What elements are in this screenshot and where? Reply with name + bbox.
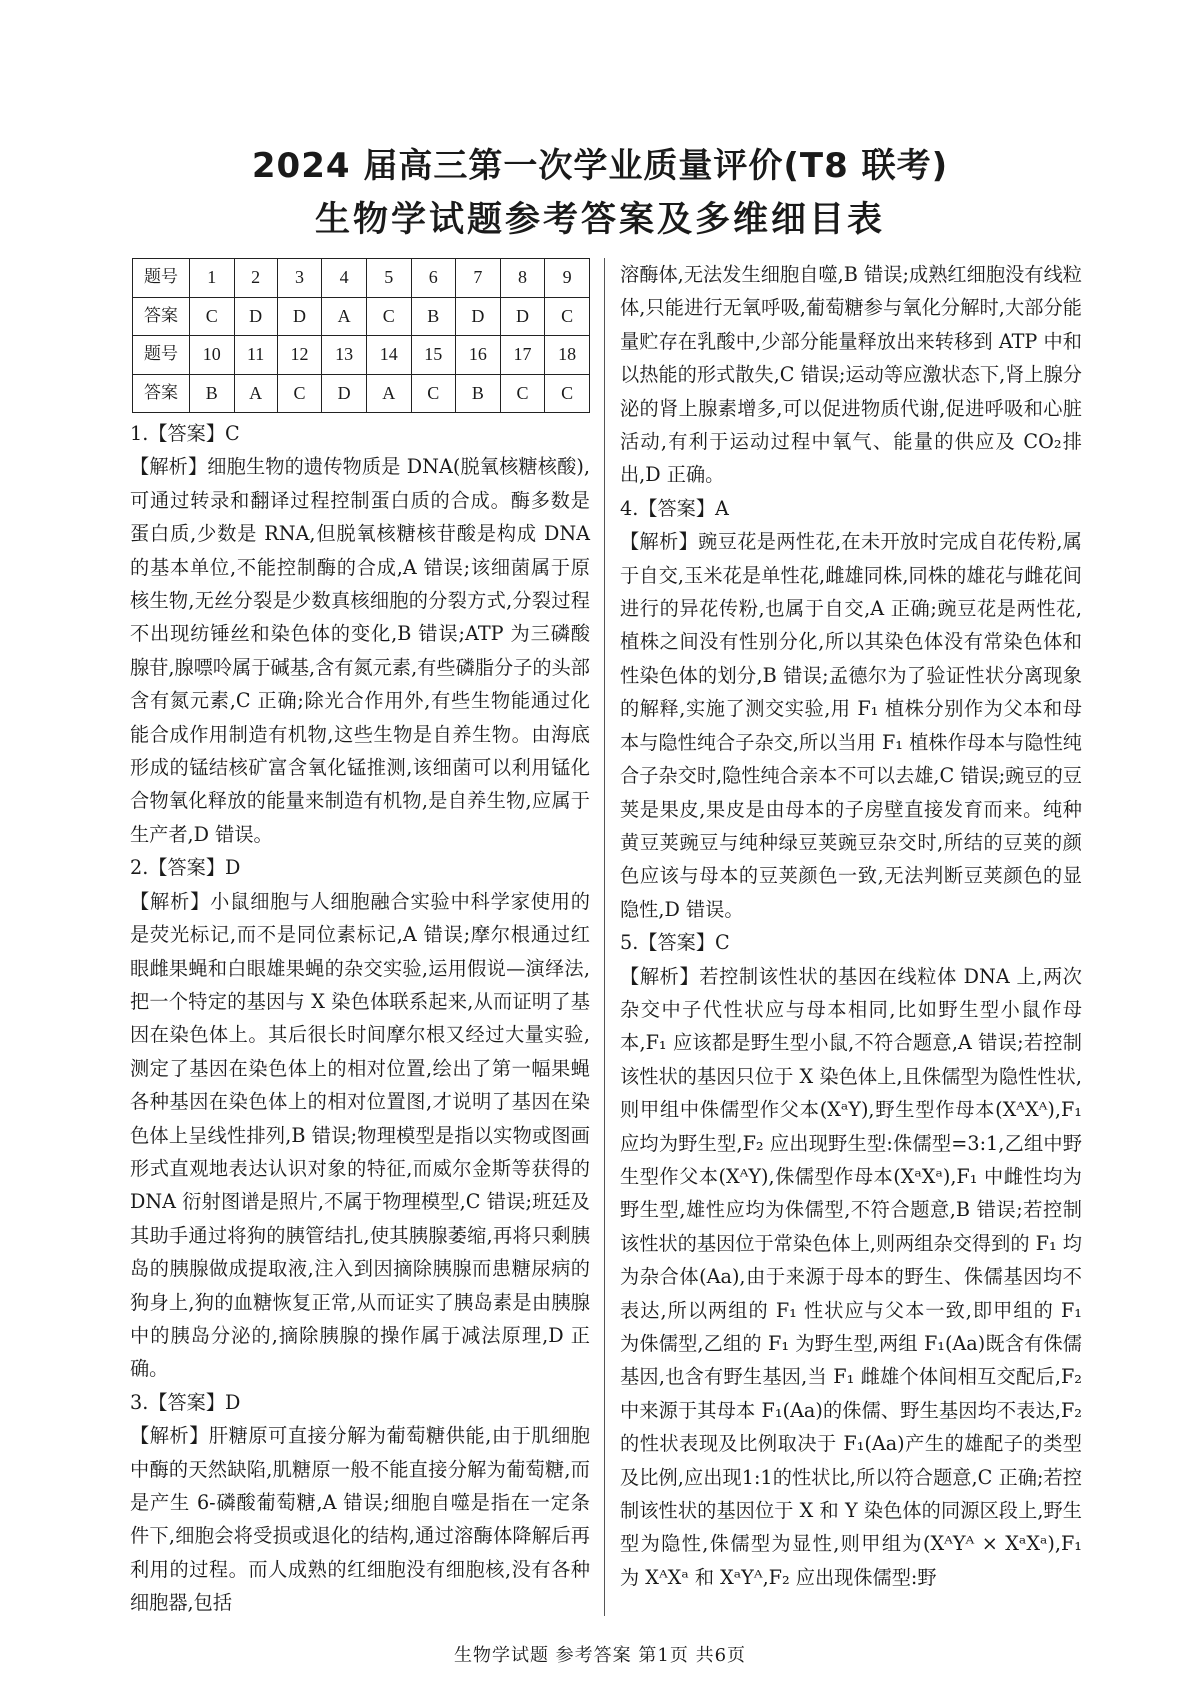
q3-answer: 3.【答案】D (130, 1390, 241, 1414)
question-number-cell: 1 (190, 259, 235, 298)
answer-cell: B (456, 374, 501, 413)
answer-cell: A (366, 374, 411, 413)
question-number-cell: 12 (277, 336, 322, 375)
q5-explanation: 【解析】若控制该性状的基因在线粒体 DNA 上,两次杂交中子代性状应与母本相同,比如野生型小鼠作母本,F₁ 应该都是野生型小鼠,不符合题意,A 错误;若控制该性状的基因只位于 X 染色体上,且侏儒型为隐性性状,则甲组中侏儒型作父本(XᵃY),野生型作母本(XᴬXᴬ),F₁ 应均为野生型,F₂ 应出现野生型:侏儒型=3:1,乙组中野生型作父本(XᴬY),侏儒型作母本(XᵃXᵃ),F₁ 中雌性均为野生型,雄性应均为侏儒型,不符合题意,B 错误;若控制该性状的基因位于常染色体上,则两组杂交得到的 F₁ 均为杂合体(Aa),由于来源于母本的野生、侏儒基因均不表达,所以两组的 F₁ 性状应与父本一致,即甲组的 F₁ 为侏儒型,乙组的 F₁ 为野生型,两组 F₁(Aa)既含有侏儒基因,也含有野生基因,当 F₁ 雌雄个体间相互交配后,F₂ 中来源于其母本 F₁(Aa)的侏儒、野生基因均不表达,F₂ 的性状表现及比例取决于 F₁(Aa)产生的雄配子的类型及比例,应出现1:1的性状比,所以符合题意,C 正确;若控制该性状的基因位于 X 和 Y 染色体的同源区段上,野生型为隐性,侏儒型为显性,则甲组为(XᴬYᴬ × XᵃXᵃ),F₁ 为 XᴬXᵃ 和 XᵃYᴬ,F₂ 应出现侏儒型:野 (620, 964, 1082, 1589)
question-number-cell: 5 (366, 259, 411, 298)
question-number-cell: 6 (411, 259, 456, 298)
question-number-cell: 4 (322, 259, 367, 298)
answer-cell: C (545, 374, 590, 413)
table-row (133, 259, 590, 298)
page-title: 2024 届高三第一次学业质量评价(T8 联考) (251, 146, 949, 186)
answer-cell: D (234, 297, 277, 336)
question-number-cell: 13 (322, 336, 367, 375)
question-number-cell: 7 (456, 259, 501, 298)
question-number-cell: 3 (277, 259, 322, 298)
answer-cell: C (277, 374, 322, 413)
column-divider (604, 258, 605, 1616)
right-column (620, 258, 1082, 1594)
q2-answer: 2.【答案】D (130, 856, 241, 880)
answer-cell: D (322, 374, 367, 413)
page-footer: 生物学试题 参考答案 第1页 共6页 (453, 1645, 747, 1666)
answer-cell: C (411, 374, 456, 413)
answer-cell: B (411, 297, 456, 336)
answer-cell: D (456, 297, 501, 336)
q4-explanation: 【解析】豌豆花是两性花,在未开放时完成自花传粉,属于自交,玉米花是单性花,雌雄同株,同株的雄花与雌花间进行的异花传粉,也属于自交,A 正确;豌豆花是两性花,植株之间没有性别分化,所以其染色体没有常染色体和性染色体的划分,B 错误;孟德尔为了验证性状分离现象的解释,实施了测交实验,用 F₁ 植株分别作为父本和母本与隐性纯合子杂交,所以当用 F₁ 植株作母本与隐性纯合子杂交时,隐性纯合亲本不可以去雄,C 错误;豌豆的豆荚是果皮,果皮是由母本的子房壁直接发育而来。纯种黄豆荚豌豆与纯种绿豆荚豌豆杂交时,所结的豆荚的颜色应该与母本的豆荚颜色一致,无法判断豆荚颜色的显隐性,D 错误。 (620, 530, 1082, 921)
answer-cell: D (277, 297, 322, 336)
question-number-cell: 8 (500, 259, 545, 298)
question-number-cell: 14 (366, 336, 411, 375)
q3-explanation: 【解析】肝糖原可直接分解为葡萄糖供能,由于肌细胞中酶的天然缺陷,肌糖原一般不能直接分解为葡萄糖,而是产生 6-磷酸葡萄糖,A 错误;细胞自噬是指在一定条件下,细胞会将受损或退化的结构,通过溶酶体降解后再利用的过程。而人成熟的红细胞没有细胞核,没有各种细胞器,包括 (130, 1424, 590, 1615)
answer-cell: C (190, 297, 235, 336)
answer-cell: B (190, 374, 235, 413)
question-number-cell: 2 (234, 259, 277, 298)
page-subtitle: 生物学试题参考答案及多维细目表 (314, 200, 885, 240)
question-number-cell: 17 (500, 336, 545, 375)
row-header-cell: 答案 (133, 297, 190, 336)
q4-answer: 4.【答案】A (620, 496, 729, 520)
q5-answer: 5.【答案】C (620, 931, 730, 955)
q1-explanation: 【解析】细胞生物的遗传物质是 DNA(脱氧核糖核酸),可通过转录和翻译过程控制蛋白质的合成。酶多数是蛋白质,少数是 RNA,但脱氧核糖核苷酸是构成 DNA 的基本单位,不能控制酶的合成,A 错误;该细菌属于原核生物,无丝分裂是少数真核细胞的分裂方式,分裂过程不出现纺锤丝和染色体的变化,B 错误;ATP 为三磷酸腺苷,腺嘌呤属于碱基,含有氮元素,有些磷脂分子的头部含有氮元素,C 正确;除光合作用外,有些生物能通过化能合成作用制造有机物,这些生物是自养生物。由海底形成的锰结核矿富含氧化锰推测,该细菌可以利用锰化合物氧化释放的能量来制造有机物,是自养生物,应属于生产者,D 错误。 (130, 455, 590, 846)
table-row (133, 297, 590, 336)
question-number-cell: 16 (456, 336, 501, 375)
question-number-cell: 15 (411, 336, 456, 375)
table-row (133, 336, 590, 375)
q2-explanation: 【解析】小鼠细胞与人细胞融合实验中科学家使用的是荧光标记,而不是同位素标记,A 错误;摩尔根通过红眼雌果蝇和白眼雄果蝇的杂交实验,运用假说—演绎法,把一个特定的基因与 X 染色体联系起来,从而证明了基因在染色体上。其后很长时间摩尔根又经过大量实验,测定了基因在染色体上的相对位置,绘出了第一幅果蝇各种基因在染色体上的相对位置图,才说明了基因在染色体上呈线性排列,B 错误;物理模型是指以实物或图画形式直观地表达认识对象的特征,而威尔金斯等获得的 DNA 衍射图谱是照片,不属于物理模型,C 错误;班廷及其助手通过将狗的胰管结扎,使其胰腺萎缩,再将只剩胰岛的胰腺做成提取液,注入到因摘除胰腺而患糖尿病的狗身上,狗的血糖恢复正常,从而证实了胰岛素是由胰腺中的胰岛分泌的,摘除胰腺的操作属于减法原理,D 正确。 (130, 889, 590, 1381)
row-header-cell: 题号 (133, 336, 190, 375)
left-column (130, 258, 590, 1620)
table-row (133, 374, 590, 413)
question-number-cell: 10 (190, 336, 235, 375)
question-number-cell: 18 (545, 336, 590, 375)
row-header-cell: 题号 (133, 259, 190, 298)
question-number-cell: 9 (545, 259, 590, 298)
answer-cell: D (500, 297, 545, 336)
answer-table (132, 258, 590, 413)
answer-cell: A (322, 297, 367, 336)
q1-answer: 1.【答案】C (130, 422, 240, 445)
q3-explanation-continued: 溶酶体,无法发生细胞自噬,B 错误;成熟红细胞没有线粒体,只能进行无氧呼吸,葡萄糖参与氧化分解时,大部分能量贮存在乳酸中,少部分能量释放出来转移到 ATP 中和以热能的形式散失,C 错误;运动等应激状态下,肾上腺分泌的肾上腺素增多,可以促进物质代谢,促进呼吸和心脏活动,有利于运动过程中氧气、能量的供应及 CO₂排出,D 正确。 (620, 263, 1082, 487)
question-number-cell: 11 (234, 336, 277, 375)
answer-cell: C (545, 297, 590, 336)
row-header-cell: 答案 (133, 374, 190, 413)
answer-cell: C (500, 374, 545, 413)
answer-cell: C (366, 297, 411, 336)
answer-cell: A (234, 374, 277, 413)
